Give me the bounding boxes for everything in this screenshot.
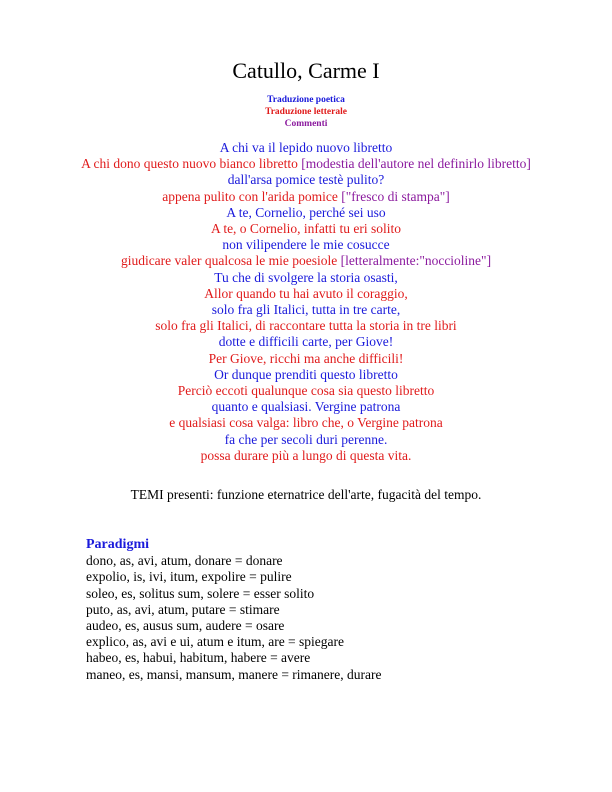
color-legend bbox=[0, 94, 612, 130]
verse-poetic: dotte e difficili carte, per Giove! bbox=[218, 334, 394, 350]
verse-comment: [modestia dell'autore nel definirlo libretto] bbox=[301, 156, 531, 172]
paradigm-item: soleo, es, solitus sum, solere = esser solito bbox=[86, 585, 315, 601]
verse-line bbox=[0, 253, 612, 269]
verse-poetic: dall'arsa pomice testè pulito? bbox=[227, 172, 385, 188]
verse-comment: [letteralmente:"noccioline"] bbox=[340, 253, 492, 269]
verse-line bbox=[0, 172, 612, 188]
paradigm-item: explico, as, avi e ui, atum e itum, are = spiegare bbox=[86, 634, 345, 650]
paradigms-section bbox=[86, 537, 382, 683]
verse-line bbox=[0, 318, 612, 334]
verse-literal: Per Giove, ricchi ma anche difficili! bbox=[208, 350, 404, 366]
legend-literal-translation: Traduzione letterale bbox=[265, 107, 347, 117]
verse-line bbox=[0, 205, 612, 221]
verse-line bbox=[0, 415, 612, 431]
verse-literal: A te, o Cornelio, infatti tu eri solito bbox=[210, 221, 402, 237]
verse-poetic: solo fra gli Italici, tutta in tre carte, bbox=[211, 302, 401, 318]
verse-literal: e qualsiasi cosa valga: libro che, o Vergine patrona bbox=[169, 415, 443, 431]
verse-line bbox=[0, 156, 612, 172]
verse-line bbox=[0, 286, 612, 302]
verse-poetic: quanto e qualsiasi. Vergine patrona bbox=[211, 399, 401, 415]
verse-line bbox=[0, 399, 612, 415]
verse-literal: solo fra gli Italici, di raccontare tutta la storia in tre libri bbox=[155, 318, 457, 334]
paradigm-item: expolio, is, ivi, itum, expolire = pulire bbox=[86, 569, 292, 585]
verse-poetic: fa che per secoli duri perenne. bbox=[224, 431, 388, 447]
verse-line bbox=[0, 334, 612, 350]
verse-line bbox=[0, 302, 612, 318]
verse-poetic: A te, Cornelio, perché sei uso bbox=[226, 204, 386, 220]
verse-comment: ["fresco di stampa"] bbox=[341, 188, 450, 204]
poem-verses bbox=[0, 140, 612, 464]
page-title: Catullo, Carme I bbox=[232, 58, 380, 83]
paradigm-item: puto, as, avi, atum, putare = stimare bbox=[86, 601, 280, 617]
verse-line bbox=[0, 448, 612, 464]
verse-line bbox=[0, 189, 612, 205]
paradigm-item: habeo, es, habui, habitum, habere = avere bbox=[86, 650, 311, 666]
paradigm-item: maneo, es, mansi, mansum, manere = rimanere, durare bbox=[86, 666, 382, 682]
legend-comments: Commenti bbox=[284, 119, 328, 129]
verse-literal: appena pulito con l'arida pomice bbox=[162, 188, 342, 204]
verse-line bbox=[0, 383, 612, 399]
verse-line bbox=[0, 237, 612, 253]
verse-poetic: Tu che di svolgere la storia osasti, bbox=[214, 269, 398, 285]
verse-poetic: non vilipendere le mie cosucce bbox=[222, 237, 390, 253]
themes-note: TEMI presenti: funzione eternatrice dell'arte, fugacità del tempo. bbox=[130, 487, 482, 502]
verse-poetic: Or dunque prenditi questo libretto bbox=[214, 366, 398, 382]
paradigm-item: dono, as, avi, atum, donare = donare bbox=[86, 553, 283, 569]
paradigms-heading: Paradigmi bbox=[86, 537, 149, 552]
verse-line bbox=[0, 351, 612, 367]
verse-line bbox=[0, 367, 612, 383]
verse-poetic: A chi va il lepido nuovo libretto bbox=[219, 140, 393, 155]
legend-poetic-translation: Traduzione poetica bbox=[267, 95, 345, 105]
verse-line bbox=[0, 432, 612, 448]
verse-literal: possa durare più a lungo di questa vita. bbox=[200, 447, 412, 463]
verse-literal: A chi dono questo nuovo bianco libretto bbox=[81, 156, 302, 172]
verse-literal: giudicare valer qualcosa le mie poesiole bbox=[120, 253, 341, 269]
verse-line bbox=[0, 140, 612, 156]
paradigms-list bbox=[86, 553, 382, 683]
verse-line bbox=[0, 270, 612, 286]
paradigm-item: audeo, es, ausus sum, audere = osare bbox=[86, 618, 285, 634]
verse-line bbox=[0, 221, 612, 237]
verse-literal: Perciò eccoti qualunque cosa sia questo libretto bbox=[177, 383, 435, 399]
verse-literal: Allor quando tu hai avuto il coraggio, bbox=[204, 285, 408, 301]
